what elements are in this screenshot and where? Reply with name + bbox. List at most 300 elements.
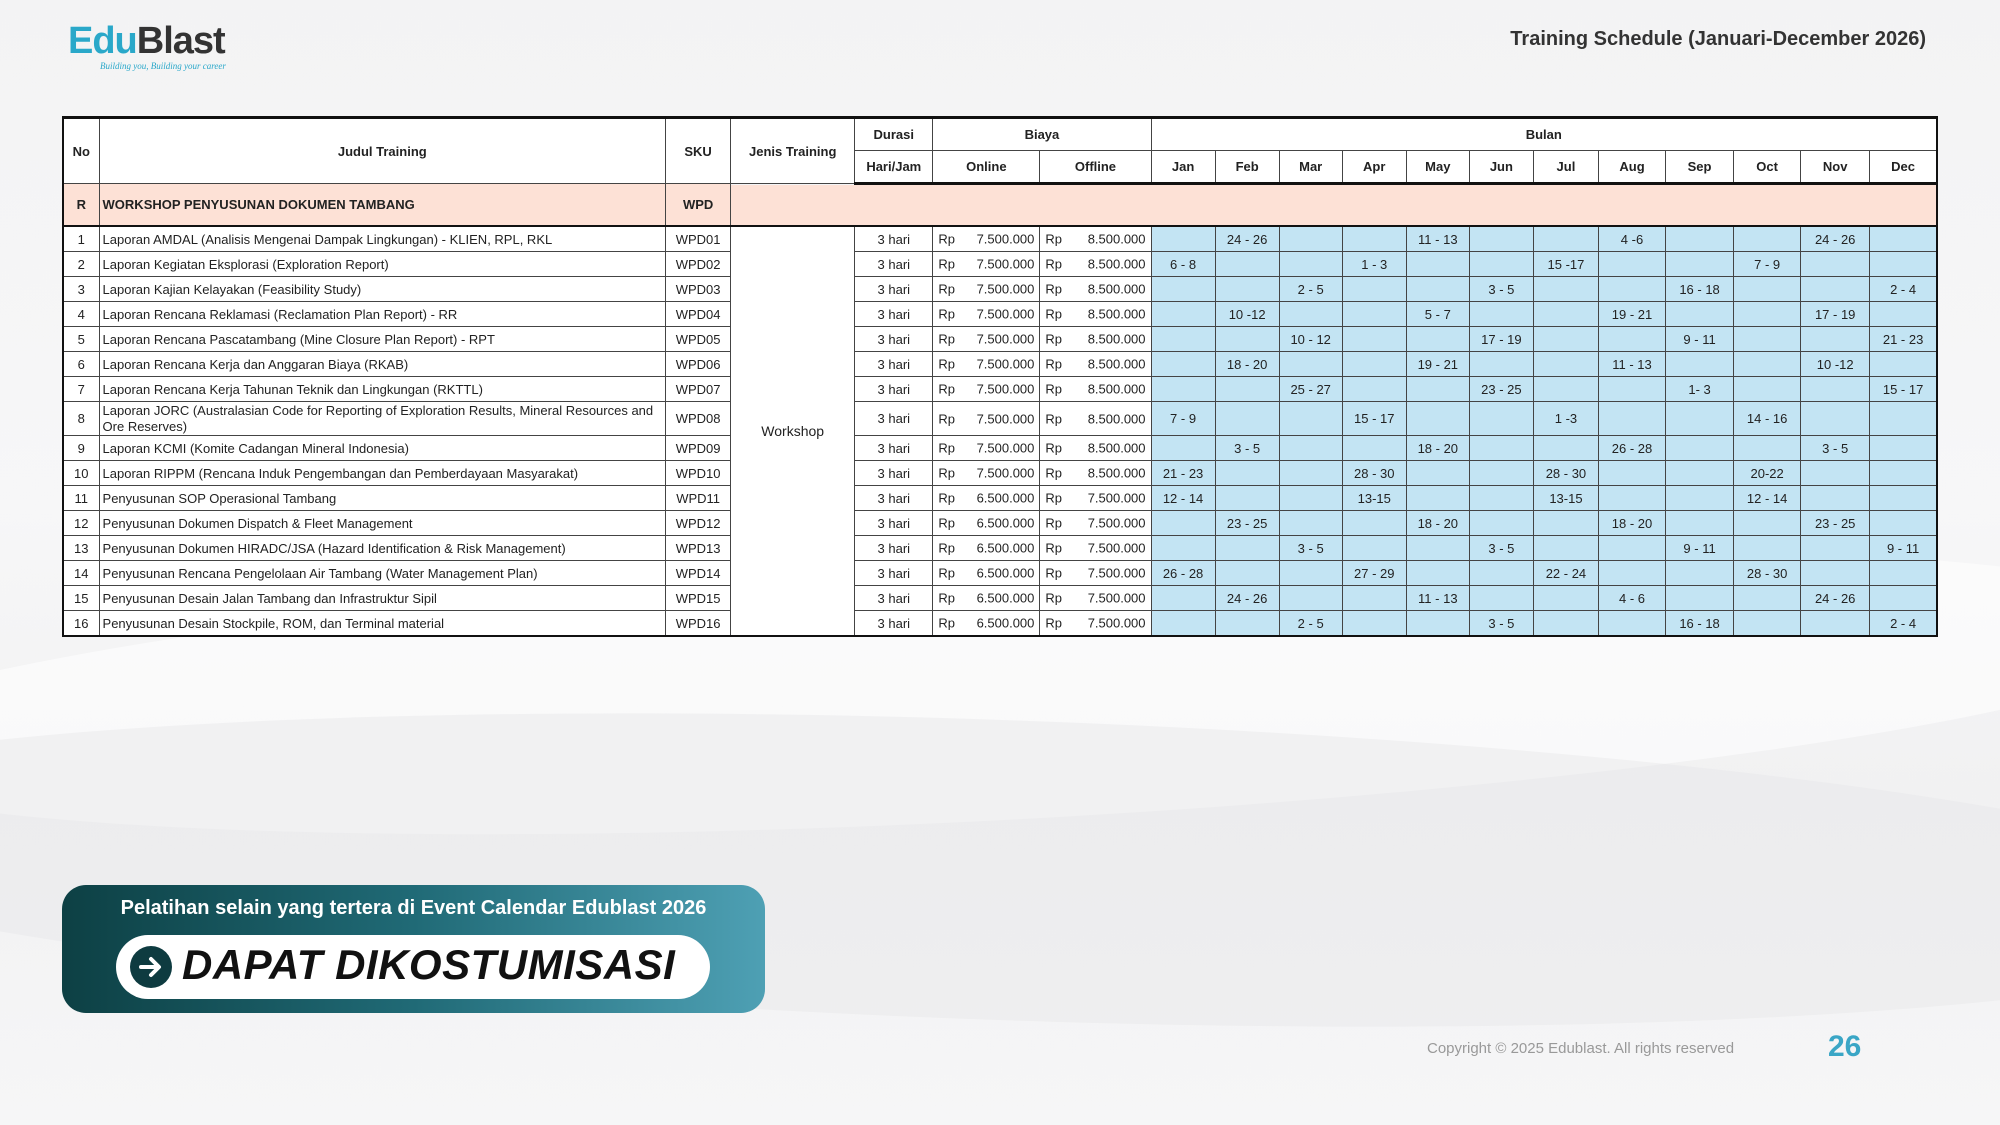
row-durasi: 3 hari [855, 226, 933, 252]
month-cell-nov: 10 -12 [1801, 352, 1870, 377]
month-cell-dec [1870, 586, 1937, 611]
logo-blast: Blast [136, 20, 225, 62]
month-cell-feb [1215, 277, 1279, 302]
row-sku: WPD13 [666, 536, 731, 561]
price-value: 7.500.000 [1087, 540, 1146, 556]
row-sku: WPD04 [666, 302, 731, 327]
row-sku: WPD07 [666, 377, 731, 402]
table-row [63, 252, 1937, 277]
logo-tagline: Building you, Building your career [100, 61, 226, 71]
month-cell-jun [1469, 486, 1533, 511]
month-cell-may [1406, 377, 1469, 402]
month-cell-mar: 10 - 12 [1279, 327, 1342, 352]
month-cell-jan [1151, 536, 1215, 561]
month-cell-nov [1801, 461, 1870, 486]
price-value: 7.500.000 [976, 381, 1035, 397]
month-cell-dec [1870, 402, 1937, 436]
month-cell-mar [1279, 511, 1342, 536]
jenis-training-cell: Workshop [731, 226, 855, 636]
row-price-offline [1040, 511, 1151, 536]
price-value: 7.500.000 [1087, 590, 1146, 606]
header-online: Online [933, 151, 1040, 184]
month-cell-may [1406, 252, 1469, 277]
row-title: Laporan Rencana Pascatambang (Mine Closure Plan Report) - RPT [99, 327, 666, 352]
row-sku: WPD02 [666, 252, 731, 277]
currency-label: Rp [938, 331, 955, 347]
month-cell-dec: 2 - 4 [1870, 277, 1937, 302]
month-cell-jan [1151, 302, 1215, 327]
month-cell-jun: 17 - 19 [1469, 327, 1533, 352]
month-cell-nov: 3 - 5 [1801, 436, 1870, 461]
month-cell-jan [1151, 511, 1215, 536]
row-sku: WPD14 [666, 561, 731, 586]
month-cell-mar [1279, 561, 1342, 586]
month-cell-sep [1666, 511, 1734, 536]
table-row [63, 486, 1937, 511]
row-no: 2 [63, 252, 99, 277]
price-value: 8.500.000 [1087, 306, 1146, 322]
month-cell-oct [1734, 536, 1801, 561]
month-cell-jan: 21 - 23 [1151, 461, 1215, 486]
month-cell-jan [1151, 226, 1215, 252]
month-cell-dec [1870, 226, 1937, 252]
month-cell-mar [1279, 486, 1342, 511]
row-durasi: 3 hari [855, 277, 933, 302]
training-schedule-table [62, 116, 1938, 637]
month-cell-apr [1342, 226, 1406, 252]
price-value: 7.500.000 [976, 440, 1035, 456]
month-cell-jun [1469, 461, 1533, 486]
month-cell-feb: 10 -12 [1215, 302, 1279, 327]
header-month-jan: Jan [1151, 151, 1215, 184]
month-cell-aug [1598, 611, 1665, 637]
month-cell-may [1406, 277, 1469, 302]
currency-label: Rp [1045, 381, 1063, 397]
month-cell-feb: 23 - 25 [1215, 511, 1279, 536]
month-cell-nov [1801, 536, 1870, 561]
row-sku: WPD05 [666, 327, 731, 352]
row-sku: WPD09 [666, 436, 731, 461]
month-cell-sep [1666, 402, 1734, 436]
row-title: Laporan Kegiatan Eksplorasi (Exploration Report) [99, 252, 666, 277]
row-price-online [933, 277, 1040, 302]
month-cell-jul [1533, 226, 1598, 252]
month-cell-jun: 3 - 5 [1469, 277, 1533, 302]
month-cell-jun [1469, 436, 1533, 461]
price-value: 6.500.000 [976, 565, 1035, 581]
price-value: 7.500.000 [976, 331, 1035, 347]
currency-label: Rp [1045, 256, 1063, 272]
row-durasi: 3 hari [855, 586, 933, 611]
month-cell-dec: 9 - 11 [1870, 536, 1937, 561]
cta-text: DAPAT DIKOSTUMISASI [182, 941, 676, 988]
month-cell-apr [1342, 302, 1406, 327]
month-cell-jan: 12 - 14 [1151, 486, 1215, 511]
month-cell-mar: 25 - 27 [1279, 377, 1342, 402]
month-cell-jul [1533, 377, 1598, 402]
row-no: 15 [63, 586, 99, 611]
month-cell-nov [1801, 277, 1870, 302]
row-no: 9 [63, 436, 99, 461]
month-cell-aug [1598, 461, 1665, 486]
month-cell-nov [1801, 252, 1870, 277]
currency-label: Rp [938, 465, 955, 481]
price-value: 7.500.000 [1087, 490, 1146, 506]
month-cell-oct [1734, 377, 1801, 402]
month-cell-sep: 16 - 18 [1666, 611, 1734, 637]
month-cell-apr [1342, 511, 1406, 536]
month-cell-jan [1151, 586, 1215, 611]
row-price-offline [1040, 461, 1151, 486]
month-cell-feb [1215, 611, 1279, 637]
month-cell-may [1406, 561, 1469, 586]
month-cell-sep [1666, 461, 1734, 486]
row-no: 7 [63, 377, 99, 402]
table-row [63, 611, 1937, 637]
month-cell-jan [1151, 327, 1215, 352]
price-value: 6.500.000 [976, 490, 1035, 506]
month-cell-mar: 3 - 5 [1279, 536, 1342, 561]
month-cell-apr: 28 - 30 [1342, 461, 1406, 486]
month-cell-apr [1342, 277, 1406, 302]
month-cell-nov [1801, 402, 1870, 436]
row-no: 10 [63, 461, 99, 486]
price-value: 7.500.000 [976, 356, 1035, 372]
row-price-offline [1040, 352, 1151, 377]
price-value: 7.500.000 [976, 411, 1035, 426]
month-cell-jun [1469, 586, 1533, 611]
header-judul: Judul Training [99, 118, 666, 184]
row-title: Penyusunan Rencana Pengelolaan Air Tambang (Water Management Plan) [99, 561, 666, 586]
row-durasi: 3 hari [855, 402, 933, 436]
price-value: 6.500.000 [976, 590, 1035, 606]
month-cell-apr [1342, 352, 1406, 377]
row-sku: WPD01 [666, 226, 731, 252]
row-durasi: 3 hari [855, 377, 933, 402]
row-price-online [933, 226, 1040, 252]
month-cell-oct [1734, 586, 1801, 611]
month-cell-oct [1734, 277, 1801, 302]
price-value: 7.500.000 [1087, 615, 1146, 631]
currency-label: Rp [1045, 356, 1063, 372]
month-cell-jan: 7 - 9 [1151, 402, 1215, 436]
row-price-online [933, 302, 1040, 327]
currency-label: Rp [938, 281, 955, 297]
month-cell-jun: 3 - 5 [1469, 536, 1533, 561]
month-cell-jul [1533, 586, 1598, 611]
currency-label: Rp [938, 356, 955, 372]
price-value: 8.500.000 [1087, 256, 1146, 272]
month-cell-aug: 19 - 21 [1598, 302, 1665, 327]
price-value: 7.500.000 [976, 306, 1035, 322]
row-price-offline [1040, 536, 1151, 561]
row-price-offline [1040, 486, 1151, 511]
row-durasi: 3 hari [855, 436, 933, 461]
table-row [63, 561, 1937, 586]
month-cell-may [1406, 327, 1469, 352]
month-cell-jan [1151, 377, 1215, 402]
table-row [63, 277, 1937, 302]
currency-label: Rp [1045, 490, 1063, 506]
month-cell-nov [1801, 611, 1870, 637]
row-price-offline [1040, 561, 1151, 586]
row-price-online [933, 352, 1040, 377]
month-cell-feb [1215, 561, 1279, 586]
price-value: 8.500.000 [1087, 381, 1146, 397]
price-value: 8.500.000 [1087, 440, 1146, 456]
currency-label: Rp [938, 565, 955, 581]
month-cell-jan [1151, 352, 1215, 377]
price-value: 8.500.000 [1087, 331, 1146, 347]
month-cell-mar [1279, 252, 1342, 277]
row-no: 1 [63, 226, 99, 252]
price-value: 7.500.000 [1087, 515, 1146, 531]
month-cell-aug: 18 - 20 [1598, 511, 1665, 536]
month-cell-may: 18 - 20 [1406, 436, 1469, 461]
row-sku: WPD15 [666, 586, 731, 611]
cta-pill[interactable] [116, 935, 710, 999]
month-cell-dec [1870, 302, 1937, 327]
row-title: Laporan Rencana Kerja Tahunan Teknik dan Lingkungan (RKTTL) [99, 377, 666, 402]
header-jenis: Jenis Training [731, 118, 855, 184]
header-sku: SKU [666, 118, 731, 184]
month-cell-sep [1666, 436, 1734, 461]
logo-wordmark [68, 22, 226, 60]
month-cell-feb [1215, 252, 1279, 277]
page-number: 26 [1828, 1030, 1862, 1063]
currency-label: Rp [1045, 281, 1063, 297]
row-durasi: 3 hari [855, 252, 933, 277]
row-price-offline [1040, 586, 1151, 611]
month-cell-mar [1279, 226, 1342, 252]
month-cell-mar [1279, 402, 1342, 436]
header-month-mar: Mar [1279, 151, 1342, 184]
month-cell-jul [1533, 277, 1598, 302]
month-cell-feb [1215, 536, 1279, 561]
month-cell-apr: 27 - 29 [1342, 561, 1406, 586]
row-sku: WPD08 [666, 402, 731, 436]
month-cell-jun [1469, 302, 1533, 327]
month-cell-feb: 3 - 5 [1215, 436, 1279, 461]
currency-label: Rp [1045, 231, 1063, 247]
row-price-online [933, 402, 1040, 436]
row-durasi: 3 hari [855, 352, 933, 377]
row-no: 3 [63, 277, 99, 302]
month-cell-apr: 15 - 17 [1342, 402, 1406, 436]
month-cell-sep [1666, 352, 1734, 377]
row-title: Laporan Rencana Reklamasi (Reclamation Plan Report) - RR [99, 302, 666, 327]
month-cell-apr [1342, 611, 1406, 637]
month-cell-nov [1801, 377, 1870, 402]
header-month-oct: Oct [1734, 151, 1801, 184]
row-durasi: 3 hari [855, 327, 933, 352]
month-cell-dec [1870, 486, 1937, 511]
currency-label: Rp [938, 490, 955, 506]
month-cell-may [1406, 536, 1469, 561]
row-no: 4 [63, 302, 99, 327]
row-price-online [933, 536, 1040, 561]
month-cell-feb [1215, 327, 1279, 352]
row-price-offline [1040, 327, 1151, 352]
header-month-sep: Sep [1666, 151, 1734, 184]
header-month-may: May [1406, 151, 1469, 184]
banner-subtitle: Pelatihan selain yang tertera di Event Calendar Edublast 2026 [120, 897, 707, 919]
month-cell-oct [1734, 327, 1801, 352]
month-cell-aug [1598, 486, 1665, 511]
month-cell-dec [1870, 436, 1937, 461]
price-value: 7.500.000 [976, 256, 1035, 272]
row-title: Penyusunan Desain Stockpile, ROM, dan Terminal material [99, 611, 666, 637]
month-cell-aug [1598, 327, 1665, 352]
month-cell-apr [1342, 586, 1406, 611]
month-cell-sep: 9 - 11 [1666, 327, 1734, 352]
currency-label: Rp [938, 515, 955, 531]
month-cell-may: 18 - 20 [1406, 511, 1469, 536]
header-biaya: Biaya [933, 118, 1151, 151]
table-row [63, 436, 1937, 461]
price-value: 8.500.000 [1087, 281, 1146, 297]
arrow-right-icon [130, 946, 172, 988]
month-cell-aug [1598, 252, 1665, 277]
header-month-nov: Nov [1801, 151, 1870, 184]
month-cell-jul [1533, 611, 1598, 637]
row-durasi: 3 hari [855, 302, 933, 327]
month-cell-aug: 11 - 13 [1598, 352, 1665, 377]
section-row [63, 184, 1937, 227]
month-cell-dec [1870, 352, 1937, 377]
row-price-online [933, 327, 1040, 352]
row-title: Laporan RIPPM (Rencana Induk Pengembangan dan Pemberdayaan Masyarakat) [99, 461, 666, 486]
month-cell-mar: 2 - 5 [1279, 277, 1342, 302]
row-no: 14 [63, 561, 99, 586]
month-cell-feb [1215, 461, 1279, 486]
month-cell-jul: 13-15 [1533, 486, 1598, 511]
month-cell-feb: 24 - 26 [1215, 226, 1279, 252]
logo-edu: Edu [68, 20, 137, 62]
row-title: Laporan KCMI (Komite Cadangan Mineral Indonesia) [99, 436, 666, 461]
header-month-apr: Apr [1342, 151, 1406, 184]
month-cell-dec [1870, 511, 1937, 536]
month-cell-apr [1342, 377, 1406, 402]
month-cell-jul [1533, 352, 1598, 377]
month-cell-jun: 3 - 5 [1469, 611, 1533, 637]
row-title: Laporan JORC (Australasian Code for Reporting of Exploration Results, Mineral Resources and Ore Reserves) [99, 402, 666, 436]
month-cell-dec [1870, 252, 1937, 277]
month-cell-jul [1533, 511, 1598, 536]
month-cell-may: 5 - 7 [1406, 302, 1469, 327]
price-value: 6.500.000 [976, 615, 1035, 631]
month-cell-jun: 23 - 25 [1469, 377, 1533, 402]
row-durasi: 3 hari [855, 611, 933, 637]
row-title: Laporan AMDAL (Analisis Mengenai Dampak Lingkungan) - KLIEN, RPL, RKL [99, 226, 666, 252]
month-cell-may: 11 - 13 [1406, 586, 1469, 611]
month-cell-jul [1533, 327, 1598, 352]
month-cell-jun [1469, 352, 1533, 377]
row-no: 11 [63, 486, 99, 511]
price-value: 6.500.000 [976, 540, 1035, 556]
currency-label: Rp [938, 256, 955, 272]
month-cell-aug: 4 - 6 [1598, 586, 1665, 611]
row-price-offline [1040, 377, 1151, 402]
currency-label: Rp [938, 590, 955, 606]
row-price-offline [1040, 611, 1151, 637]
price-value: 8.500.000 [1087, 231, 1146, 247]
month-cell-sep: 1- 3 [1666, 377, 1734, 402]
row-price-offline [1040, 252, 1151, 277]
table-row [63, 461, 1937, 486]
header-offline: Offline [1040, 151, 1151, 184]
row-price-online [933, 252, 1040, 277]
row-price-online [933, 511, 1040, 536]
month-cell-dec: 2 - 4 [1870, 611, 1937, 637]
table-row [63, 536, 1937, 561]
price-value: 6.500.000 [976, 515, 1035, 531]
currency-label: Rp [1045, 540, 1063, 556]
month-cell-oct: 12 - 14 [1734, 486, 1801, 511]
month-cell-jul: 22 - 24 [1533, 561, 1598, 586]
month-cell-jan: 26 - 28 [1151, 561, 1215, 586]
table-row [63, 511, 1937, 536]
section-code: R [63, 184, 99, 227]
price-value: 8.500.000 [1087, 411, 1146, 426]
month-cell-dec: 15 - 17 [1870, 377, 1937, 402]
table-row [63, 327, 1937, 352]
month-cell-sep: 9 - 11 [1666, 536, 1734, 561]
row-price-online [933, 461, 1040, 486]
month-cell-may [1406, 611, 1469, 637]
table-row [63, 402, 1937, 436]
month-cell-nov: 23 - 25 [1801, 511, 1870, 536]
header-month-feb: Feb [1215, 151, 1279, 184]
month-cell-aug: 4 -6 [1598, 226, 1665, 252]
currency-label: Rp [1045, 411, 1063, 426]
month-cell-jun [1469, 511, 1533, 536]
month-cell-apr [1342, 327, 1406, 352]
header-month-jun: Jun [1469, 151, 1533, 184]
row-no: 6 [63, 352, 99, 377]
row-durasi: 3 hari [855, 511, 933, 536]
month-cell-aug: 26 - 28 [1598, 436, 1665, 461]
table-row [63, 226, 1937, 252]
currency-label: Rp [1045, 331, 1063, 347]
month-cell-nov: 24 - 26 [1801, 226, 1870, 252]
edublast-logo [68, 22, 226, 71]
month-cell-jun [1469, 561, 1533, 586]
month-cell-mar [1279, 586, 1342, 611]
currency-label: Rp [938, 231, 955, 247]
currency-label: Rp [938, 440, 955, 456]
month-cell-may: 19 - 21 [1406, 352, 1469, 377]
month-cell-apr: 1 - 3 [1342, 252, 1406, 277]
month-cell-nov: 24 - 26 [1801, 586, 1870, 611]
month-cell-mar [1279, 352, 1342, 377]
month-cell-nov [1801, 561, 1870, 586]
month-cell-mar [1279, 302, 1342, 327]
currency-label: Rp [1045, 565, 1063, 581]
row-sku: WPD03 [666, 277, 731, 302]
month-cell-oct [1734, 436, 1801, 461]
month-cell-apr [1342, 436, 1406, 461]
month-cell-dec: 21 - 23 [1870, 327, 1937, 352]
price-value: 7.500.000 [976, 281, 1035, 297]
row-durasi: 3 hari [855, 536, 933, 561]
row-price-offline [1040, 226, 1151, 252]
month-cell-sep [1666, 561, 1734, 586]
section-filler [731, 184, 1937, 227]
month-cell-oct [1734, 352, 1801, 377]
row-sku: WPD12 [666, 511, 731, 536]
row-price-offline [1040, 277, 1151, 302]
